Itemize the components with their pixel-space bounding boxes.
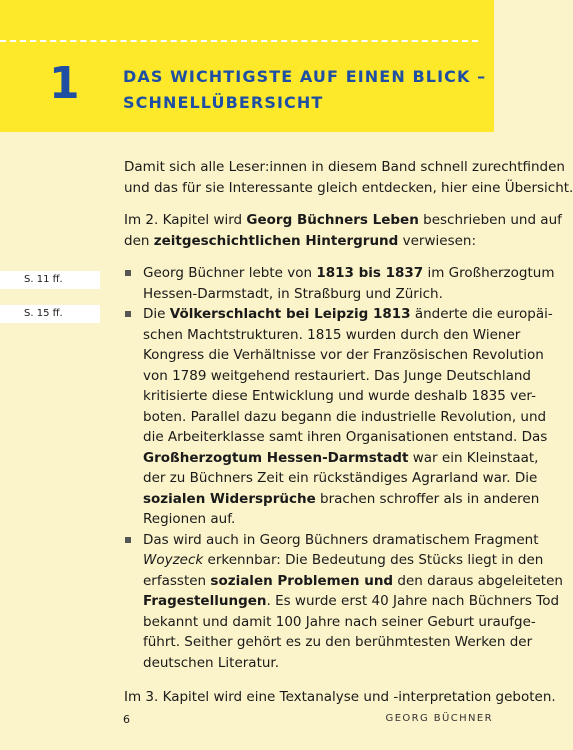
chapter-number: 1 <box>49 58 80 109</box>
margin-note-page-ref: S. 15 ff. <box>0 305 100 323</box>
text-line: Regionen auf. <box>143 511 236 527</box>
text-line <box>143 489 540 510</box>
italic-title: Woyzeck <box>143 552 204 568</box>
text-line: die Arbeiterklasse samt ihren Organisationen entstand. Das <box>143 429 548 445</box>
bold-term: Georg Büchners Leben <box>246 212 419 228</box>
text-run: änderte die europäi- <box>410 306 553 322</box>
chapter3-paragraph <box>124 687 556 708</box>
bullet-square-icon <box>125 311 131 317</box>
intro-paragraph <box>124 157 573 198</box>
bullet-list <box>124 263 563 673</box>
chapter-title <box>123 64 487 116</box>
text-run: Im 2. Kapitel wird <box>124 212 247 228</box>
text-line: der zu Büchners Zeit ein rückständiges Agrarland war. Die <box>143 470 538 486</box>
dashed-divider <box>0 40 478 42</box>
bold-term: zeitgeschichtlichen Hintergrund <box>153 232 399 249</box>
bold-term: sozialen Problemen und <box>210 572 394 589</box>
list-item <box>124 530 563 674</box>
text-run: beschrieben und auf <box>418 212 562 228</box>
list-item <box>124 304 553 530</box>
margin-note-page-ref: S. 11 ff. <box>0 271 100 289</box>
chapter-header <box>0 0 494 132</box>
bold-term: Völkerschlacht bei Leipzig 1813 <box>169 306 411 322</box>
list-item <box>124 263 555 304</box>
text-run: den daraus abgeleiteten <box>393 572 563 589</box>
bold-term: Fragestellungen <box>143 593 267 609</box>
text-line: Hessen-Darmstadt, in Straßburg und Zürich. <box>143 285 443 302</box>
text-line: Damit sich alle Leser:innen in diesem Band schnell zurechtfinden <box>124 159 565 175</box>
bullet-square-icon <box>125 537 131 543</box>
bold-term: 1813 bis 1837 <box>316 265 424 281</box>
text-line <box>143 591 560 612</box>
text-line: bekannt und damit 100 Jahre nach seiner Geburt uraufge- <box>143 613 536 630</box>
text-run: erfassten <box>143 572 211 589</box>
text-run: brachen schroffer als in anderen <box>315 490 540 507</box>
text-run: erkennbar: Die Bedeutung des Stücks liegt in den <box>203 552 544 568</box>
chapter2-paragraph <box>124 210 562 251</box>
bold-term: sozialen Widersprüche <box>143 490 316 507</box>
running-footer-author: GEORG BÜCHNER <box>385 713 493 724</box>
text-line: führt. Seither gehört es zu den berühmtesten Werken der <box>143 634 533 650</box>
text-line: und das für sie Interessante gleich entdecken, hier eine Übersicht. <box>124 179 573 196</box>
text-line <box>143 263 555 284</box>
text-line: Das wird auch in Georg Büchners dramatischem Fragment <box>143 531 539 548</box>
text-line <box>143 448 539 469</box>
text-line: Kongress die Verhältnisse vor der Französischen Revolution <box>143 347 544 363</box>
text-run: Die <box>143 306 170 322</box>
text-line: boten. Parallel dazu begann die industrielle Revolution, und <box>143 408 547 425</box>
page-number: 6 <box>123 713 130 726</box>
text-run: . Es wurde erst 40 Jahre nach Büchners Tod <box>266 593 560 609</box>
text-line <box>143 571 563 592</box>
text-line: von 1789 weitgehend restauriert. Das Junge Deutschland <box>143 367 531 384</box>
bold-term: Großherzogtum Hessen-Darmstadt <box>143 449 409 466</box>
text-run: verwiesen: <box>398 232 477 249</box>
text-run: Georg Büchner lebte von <box>143 265 317 281</box>
text-line <box>143 550 544 571</box>
bullet-square-icon <box>125 270 131 276</box>
text-line: schen Machtstrukturen. 1815 wurden durch den Wiener <box>143 326 521 343</box>
text-line <box>143 304 553 325</box>
text-run: im Großherzogtum <box>423 265 555 281</box>
text-line: deutschen Literatur. <box>143 654 280 671</box>
text-line <box>124 231 500 252</box>
body-text <box>124 157 573 720</box>
text-run: war ein Kleinstaat, <box>408 449 539 466</box>
chapter-title-line1: DAS WICHTIGSTE AUF EINEN BLICK – <box>123 67 487 86</box>
text-line <box>124 210 562 231</box>
text-line: Im 3. Kapitel wird eine Textanalyse und -interpretation geboten. <box>124 689 556 705</box>
chapter-title-line2: SCHNELLÜBERSICHT <box>123 93 324 112</box>
text-line: kritisierte diese Entwicklung und wurde deshalb 1835 ver- <box>143 388 536 404</box>
text-run: den <box>124 232 154 249</box>
